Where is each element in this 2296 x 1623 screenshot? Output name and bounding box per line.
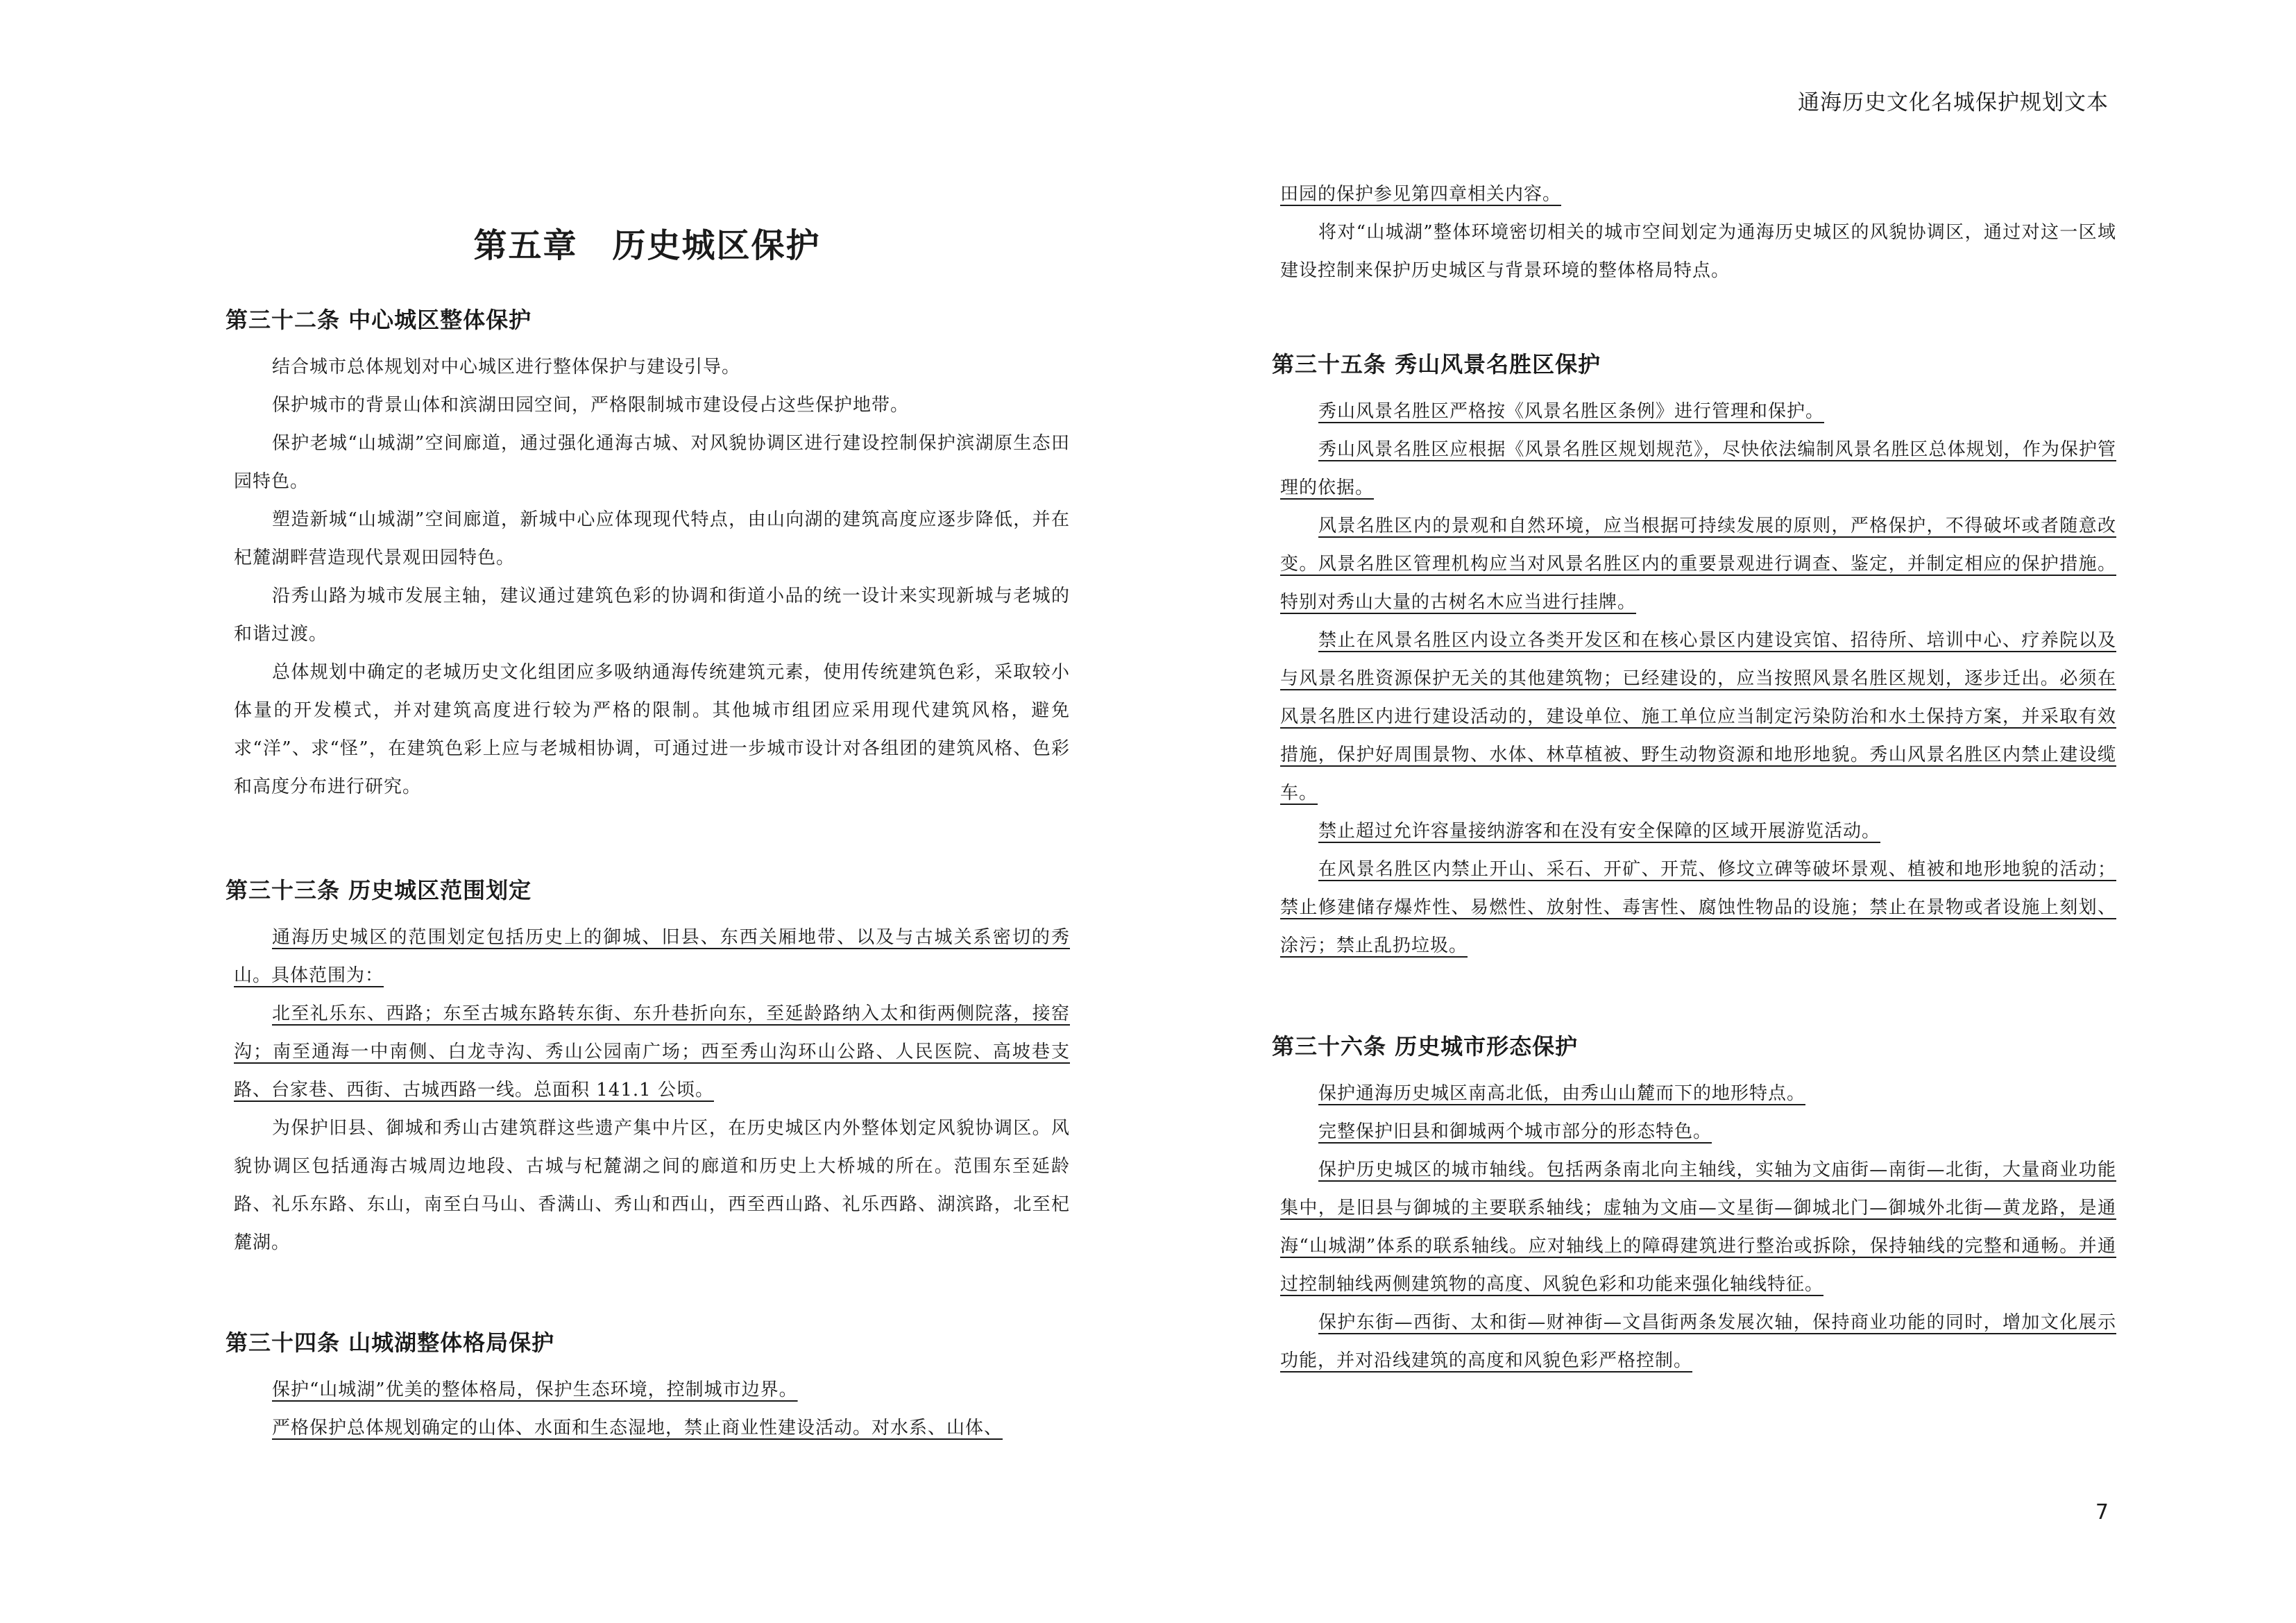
article-36-paragraph [1280,1304,2116,1380]
paragraph-text: 完整保护旧县和御城两个城市部分的形态特色。 [1318,1121,1712,1142]
paragraph-text: 秀山风景名胜区应根据《风景名胜区规划规范》，尽快依法编制风景名胜区总体规划，作为保护管理的依据。 [1280,439,2116,498]
paragraph-text: 保护通海历史城区南高北低，由秀山山麓而下的地形特点。 [1318,1083,1806,1104]
paragraph-text: 禁止在风景名胜区内设立各类开发区和在核心景区内建设宾馆、招待所、培训中心、疗养院以及与风景名胜资源保护无关的其他建筑物；已经建设的，应当按照风景名胜区规划，逐步迁出。必须在风景名胜区内进行建设活动的，建设单位、施工单位应当制定污染防治和水土保持方案，并采取有效措施，保护好周围景物、水体、林草植被、野生动物资源和地形地貌。秀山风景名胜区内禁止建设缆车。 [1280,630,2116,804]
article-33-title: 第三十三条 历史城区范围划定 [226,877,532,903]
continued-paragraph: 将对“山城湖”整体环境密切相关的城市空间划定为通海历史城区的风貌协调区，通过对这一区域建设控制来保护历史城区与背景环境的整体格局特点。 [1280,222,2116,281]
article-35-paragraph [1280,393,2116,431]
article-32-paragraph: 总体规划中确定的老城历史文化组团应多吸纳通海传统建筑元素，使用传统建筑色彩，采取较小体量的开发模式，并对建筑高度进行较为严格的限制。其他城市组团应采用现代建筑风格，避免求“洋”、求“怪”，在建筑色彩上应与老城相协调，可通过进一步城市设计对各组团的建筑风格、色彩和高度分布进行研究。 [234,662,1070,797]
article-36-paragraph [1280,1075,2116,1113]
article-35-title: 第三十五条 秀山风景名胜区保护 [1272,351,1601,377]
paragraph-text: 禁止超过允许容量接纳游客和在没有安全保障的区域开展游览活动。 [1318,821,1881,842]
article-34-title: 第三十四条 山城湖整体格局保护 [226,1329,555,1356]
article-32-paragraph: 沿秀山路为城市发展主轴，建议通过建筑色彩的协调和街道小品的统一设计来实现新城与老城的和谐过渡。 [234,586,1070,645]
article-34-paragraph [234,1409,1070,1447]
article-35-paragraph [1280,622,2116,813]
paragraph-text: 保护历史城区的城市轴线。包括两条南北向主轴线，实轴为文庙街—南街—北街，大量商业功能集中，是旧县与御城的主要联系轴线；虚轴为文庙—文星街—御城北门—御城外北街—黄龙路，是通海“山城湖”体系的联系轴线。应对轴线上的障碍建筑进行整治或拆除，保持轴线的完整和通畅。并通过控制轴线两侧建筑物的高度、风貌色彩和功能来强化轴线特征。 [1280,1159,2116,1295]
article-36-paragraph [1280,1151,2116,1304]
paragraph-text: 田园的保护参见第四章相关内容。 [1280,184,1562,205]
page-number: 7 [2095,1500,2109,1524]
paragraph-text: 保护东街—西街、太和街—财神街—文昌街两条发展次轴，保持商业功能的同时，增加文化展示功能，并对沿线建筑的高度和风貌色彩严格控制。 [1280,1312,2116,1371]
article-36-paragraph [1280,1113,2116,1151]
paragraph-text: 风景名胜区内的景观和自然环境，应当根据可持续发展的原则，严格保护，不得破坏或者随意改变。风景名胜区管理机构应当对风景名胜区内的重要景观进行调查、鉴定，并制定相应的保护措施。特别对秀山大量的古树名木应当进行挂牌。 [1280,516,2116,613]
article-34-paragraph [234,1371,1070,1409]
document-header: 通海历史文化名城保护规划文本 [1798,90,2109,115]
paragraph-text: 通海历史城区的范围划定包括历史上的御城、旧县、东西关厢地带、以及与古城关系密切的秀山。具体范围为： [234,927,1070,986]
article-33-paragraph [234,919,1070,995]
chapter-title: 第五章 历史城区保护 [473,226,821,265]
article-35-paragraph [1280,507,2116,622]
article-35-paragraph [1280,813,2116,851]
article-32-paragraph: 保护城市的背景山体和滨湖田园空间，严格限制城市建设侵占这些保护地带。 [272,395,910,416]
paragraph-text: 在风景名胜区内禁止开山、采石、开矿、开荒、修坟立碑等破坏景观、植被和地形地貌的活动；禁止修建储存爆炸性、易燃性、放射性、毒害性、腐蚀性物品的设施；禁止在景物或者设施上刻划、涂污；禁止乱扔垃圾。 [1280,859,2116,956]
article-33-paragraph: 为保护旧县、御城和秀山古建筑群这些遗产集中片区，在历史城区内外整体划定风貌协调区。风貌协调区包括通海古城周边地段、古城与杞麓湖之间的廊道和历史上大桥城的所在。范围东至延龄路、礼乐东路、东山，南至白马山、香满山、秀山和西山，西至西山路、礼乐西路、湖滨路，北至杞麓湖。 [234,1118,1070,1253]
article-32-title: 第三十二条 中心城区整体保护 [226,307,532,333]
paragraph-text: 保护“山城湖”优美的整体格局，保护生态环境，控制城市边界。 [272,1379,798,1400]
article-33-paragraph [234,995,1070,1110]
paragraph-text: 秀山风景名胜区严格按《风景名胜区条例》进行管理和保护。 [1318,401,1825,422]
article-32-paragraph: 保护老城“山城湖”空间廊道，通过强化通海古城、对风貌协调区进行建设控制保护滨湖原生态田园特色。 [234,433,1070,492]
article-32-paragraph: 结合城市总体规划对中心城区进行整体保护与建设引导。 [272,357,741,377]
article-35-paragraph [1280,851,2116,965]
paragraph-text: 北至礼乐东、西路；东至古城东路转东街、东升巷折向东，至延龄路纳入太和街两侧院落，接窑沟；南至通海一中南侧、白龙寺沟、秀山公园南广场；西至秀山沟环山公路、人民医院、高坡巷支路、台家巷、西街、古城西路一线。总面积 141.1 公顷。 [234,1003,1070,1101]
article-35-paragraph [1280,431,2116,507]
continued-paragraph [1280,176,2116,214]
paragraph-text: 严格保护总体规划确定的山体、水面和生态湿地，禁止商业性建设活动。对水系、山体、 [272,1418,1003,1438]
article-32-paragraph: 塑造新城“山城湖”空间廊道，新城中心应体现现代特点，由山向湖的建筑高度应逐步降低，并在杞麓湖畔营造现代景观田园特色。 [234,509,1070,568]
article-36-title: 第三十六条 历史城市形态保护 [1272,1033,1579,1060]
